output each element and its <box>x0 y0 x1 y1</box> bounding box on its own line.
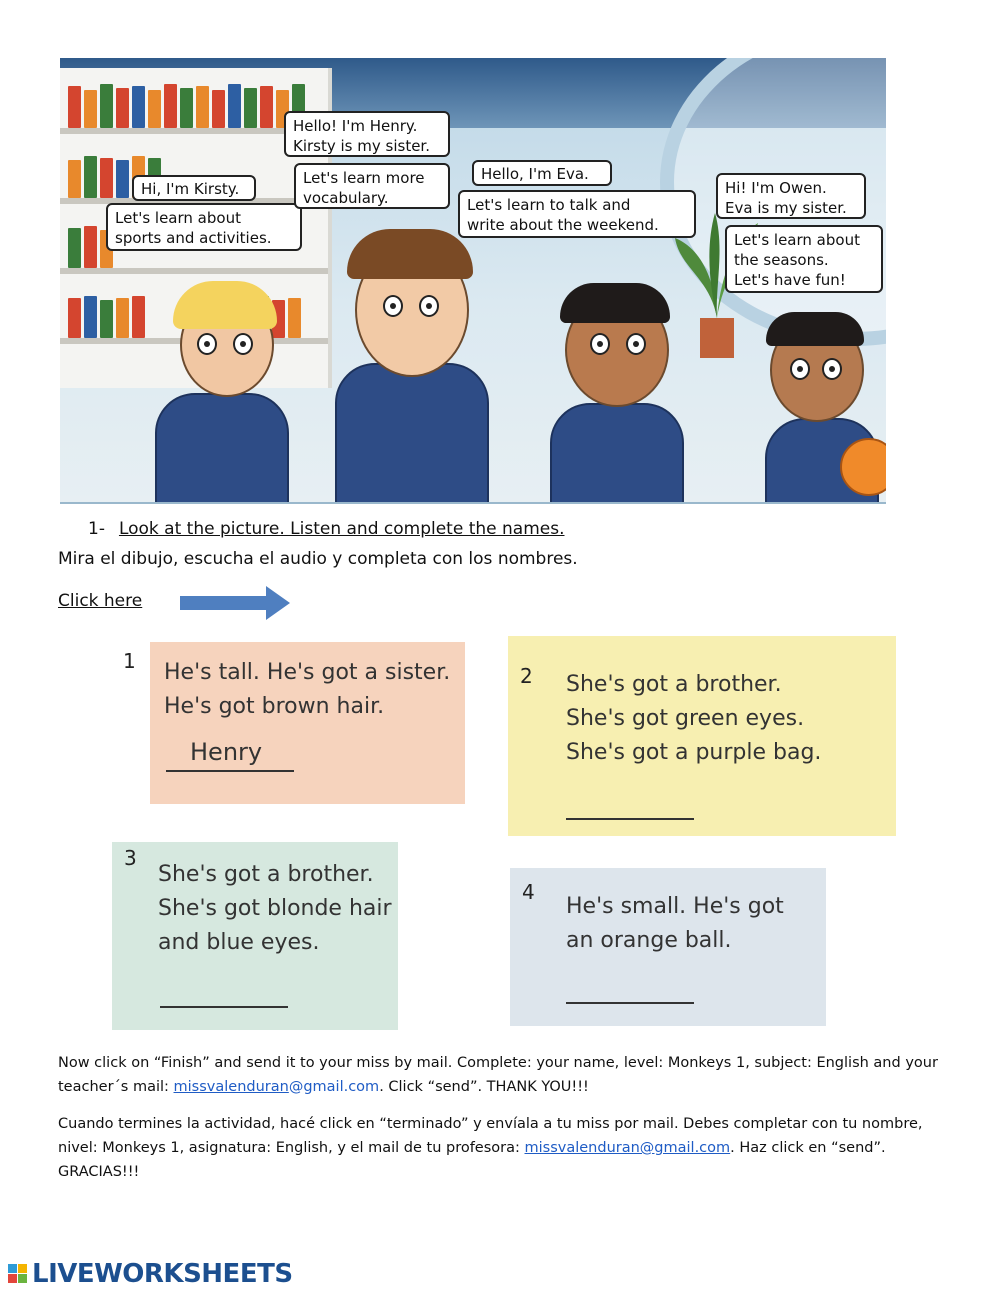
answer-line <box>566 818 694 820</box>
owen-character <box>740 308 886 504</box>
kirsty-character <box>145 273 315 503</box>
clue-card-1 <box>123 642 465 804</box>
teacher-email-domain[interactable]: @gmail.com <box>288 1079 380 1095</box>
classroom-illustration <box>60 58 886 504</box>
logo-square <box>8 1264 17 1273</box>
click-here-link[interactable]: Click here <box>58 591 143 611</box>
card-clue-text: He's tall. He's got a sister. He's got brown hair. <box>164 660 451 719</box>
exercise-number: 1- <box>88 519 105 539</box>
logo-icon <box>8 1264 28 1284</box>
bubble-henry-hello: Hello! I'm Henry. Kirsty is my sister. <box>284 111 450 157</box>
logo-text: LIVEWORKSHEETS <box>32 1259 293 1289</box>
card-clue-text: He's small. He's got an orange ball. <box>566 894 784 953</box>
spanish-instructions <box>58 1112 938 1184</box>
english-instructions <box>58 1051 938 1099</box>
right-arrow-icon <box>180 586 290 620</box>
card-answer[interactable]: Henry <box>190 738 263 766</box>
bubble-owen-learn: Let's learn about the seasons. Let's have fun! <box>725 225 883 293</box>
card-number: 3 <box>124 846 137 870</box>
instruction-spanish: Mira el dibujo, escucha el audio y completa con los nombres. <box>58 549 578 569</box>
card-number: 2 <box>520 664 533 688</box>
spanish-text-2: . Haz click en “send”. GRACIAS!!! <box>58 1140 886 1180</box>
clue-card-4 <box>510 868 826 1026</box>
answer-line <box>160 1006 288 1008</box>
eva-character <box>530 273 700 504</box>
answer-line <box>566 1002 694 1004</box>
english-text-2: . Click “send”. THANK YOU!!! <box>379 1079 589 1095</box>
answer-line <box>166 770 294 772</box>
teacher-email-link[interactable]: missvalenduran <box>173 1079 289 1095</box>
instruction-text: Look at the picture. Listen and complete the names. <box>118 519 565 539</box>
logo-square <box>8 1274 17 1283</box>
bubble-henry-learn: Let's learn more vocabulary. <box>294 163 450 209</box>
bubble-kirsty-hi: Hi, I'm Kirsty. <box>132 175 256 201</box>
card-clue-text: She's got a brother. She's got blonde hair and blue eyes. <box>158 862 392 955</box>
bubble-eva-learn: Let's learn to talk and write about the weekend. <box>458 190 696 238</box>
henry-character <box>315 223 505 504</box>
exercise-instruction <box>88 519 564 539</box>
clue-card-3 <box>112 842 398 1030</box>
teacher-email-link-es[interactable]: missvalenduran@gmail.com <box>524 1140 731 1156</box>
spanish-text-1: Cuando termines la actividad, hacé click en “terminado” y envíala a tu miss por mail. Debes completar con tu nombre, nivel: Monkeys 1, asignatura: English, y el mail de tu profesora: <box>58 1116 923 1156</box>
english-text-1: Now click on “Finish” and send it to your miss by mail. Complete: your name, level: Monkeys 1, subject: English and your teacher´s mail: <box>58 1055 938 1095</box>
bubble-kirsty-learn: Let's learn about sports and activities. <box>106 203 302 251</box>
card-clue-text: She's got a brother. She's got green eyes. She's got a purple bag. <box>566 672 822 765</box>
liveworksheets-logo <box>8 1258 293 1290</box>
bubble-eva-hello: Hello, I'm Eva. <box>472 160 612 186</box>
card-number: 1 <box>123 649 136 673</box>
clue-card-2 <box>508 636 896 836</box>
card-number: 4 <box>522 880 535 904</box>
logo-square <box>18 1274 27 1283</box>
bubble-owen-hi: Hi! I'm Owen. Eva is my sister. <box>716 173 866 219</box>
logo-square <box>18 1264 27 1273</box>
